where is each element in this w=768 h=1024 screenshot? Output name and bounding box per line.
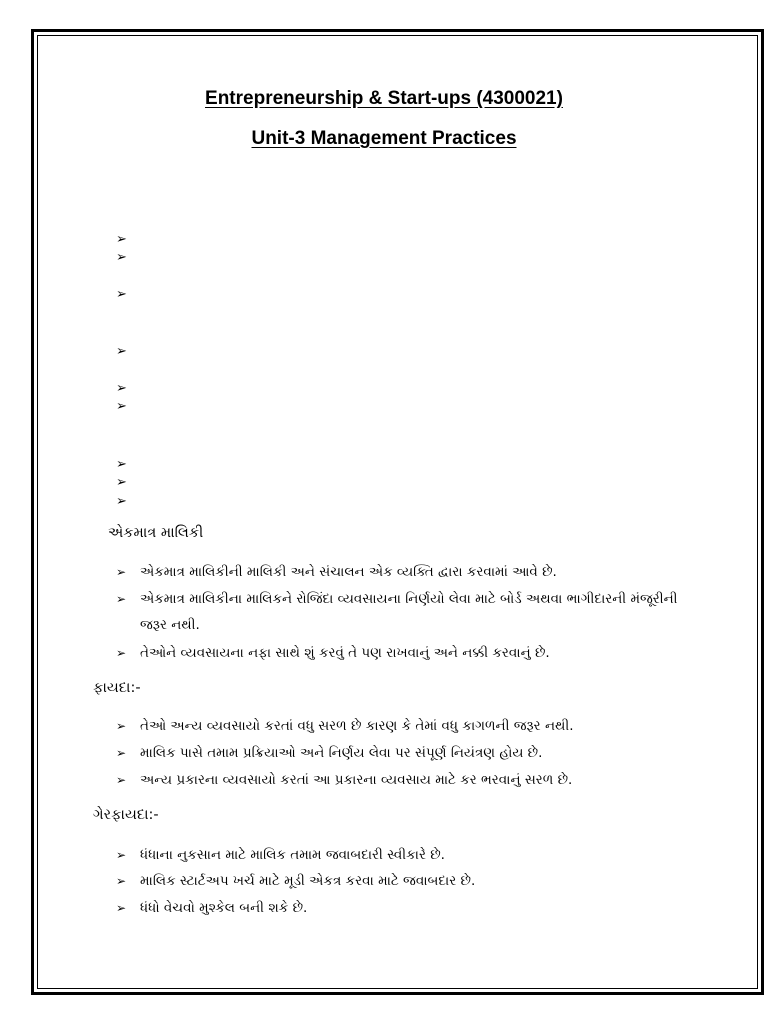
- empty-bullet-marker: ➢: [116, 344, 127, 359]
- bullet-marker: ➢: [116, 592, 127, 606]
- list-item-text: માલિક પાસે તમામ પ્રક્રિયાઓ અને નિર્ણય લેવા પર સંપૂર્ણ નિયંત્રણ હોય છે.: [140, 745, 543, 761]
- list-item: [116, 767, 716, 793]
- bullet-marker: ➢: [116, 746, 127, 760]
- list-item: [116, 640, 716, 666]
- empty-bullet-marker: ➢: [116, 457, 127, 472]
- bullet-marker: ➢: [116, 874, 127, 888]
- list-item-text: માલિક સ્ટાર્ટઅપ ખર્ચ માટે મૂડી એકત્ર કરવા માટે જવાબદાર છે.: [140, 873, 476, 889]
- empty-bullet-marker: ➢: [116, 399, 127, 414]
- list-item: [116, 740, 716, 766]
- disadvantages-heading: ગેરફાયદા:-: [93, 807, 159, 823]
- list-item-text: તેઓ અન્ય વ્યવસાયો કરતાં વધુ સરળ છે કારણ કે તેમાં વધુ કાગળની જરૂર નથી.: [140, 718, 574, 734]
- list-item: [116, 586, 686, 638]
- empty-bullet-marker: ➢: [116, 250, 127, 265]
- list-item: [116, 842, 716, 868]
- empty-bullet-marker: ➢: [116, 475, 127, 490]
- list-item-text: એકમાત્ર માલિકીની માલિકી અને સંચાલન એક વ્યક્તિ દ્વારા કરવામાં આવે છે.: [140, 564, 557, 580]
- list-item: [116, 868, 716, 894]
- list-item-text: એકમાત્ર માલિકીના માલિકને રોજિંદા વ્યવસાયના નિર્ણયો લેવા માટે બોર્ડ અથવા ભાગીદારની મંજૂરીની જરૂર નથી.: [140, 591, 678, 633]
- list-item-text: ધંધો વેચવો મુશ્કેલ બની શકે છે.: [140, 900, 308, 916]
- list-item: [116, 559, 716, 585]
- bullet-marker: ➢: [116, 773, 127, 787]
- sole-proprietorship-heading: એકમાત્ર માલિકી: [108, 525, 204, 541]
- bullet-marker: ➢: [116, 646, 127, 660]
- advantages-heading: ફાયદા:-: [93, 680, 141, 696]
- empty-bullet-marker: ➢: [116, 381, 127, 396]
- document-title: Entrepreneurship & Start-ups (4300021): [205, 88, 563, 109]
- empty-bullet-marker: ➢: [116, 232, 127, 247]
- unit-title: Unit-3 Management Practices: [251, 128, 517, 149]
- bullet-marker: ➢: [116, 901, 127, 915]
- bullet-marker: ➢: [116, 719, 127, 733]
- empty-bullet-marker: ➢: [116, 287, 127, 302]
- list-item-text: તેઓને વ્યવસાયના નફા સાથે શું કરવું તે પણ રાખવાનું અને નક્કી કરવાનું છે.: [140, 645, 550, 661]
- list-item: [116, 895, 716, 921]
- list-item: [116, 713, 716, 739]
- list-item-text: અન્ય પ્રકારના વ્યવસાયો કરતાં આ પ્રકારના વ્યવસાય માટે કર ભરવાનું સરળ છે.: [140, 772, 573, 788]
- list-item-text: ધંધાના નુકસાન માટે માલિક તમામ જવાબદારી સ્વીકારે છે.: [140, 847, 445, 863]
- bullet-marker: ➢: [116, 565, 127, 579]
- bullet-marker: ➢: [116, 848, 127, 862]
- empty-bullet-marker: ➢: [116, 494, 127, 509]
